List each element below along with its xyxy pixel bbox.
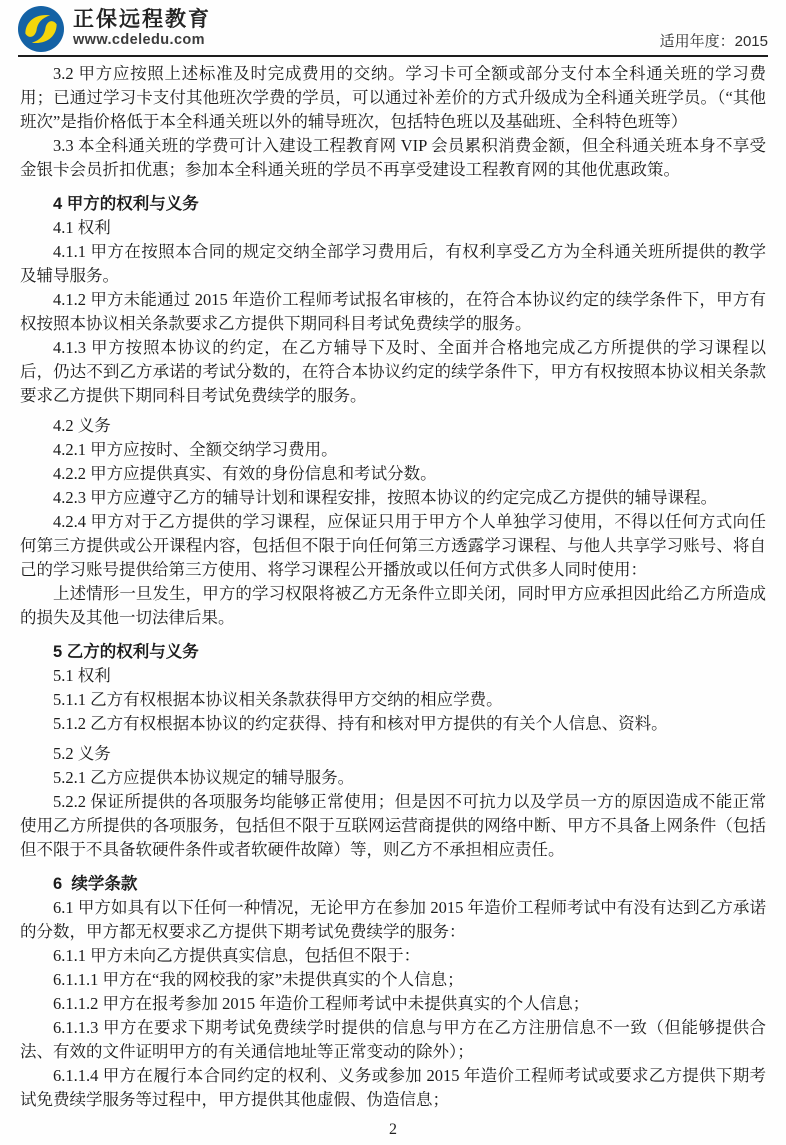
paragraph: 4.2 义务 (53, 416, 111, 435)
section-heading: 5 乙方的权利与义务 (53, 643, 199, 661)
paragraph: 5.2.2 保证所提供的各项服务均能够正常使用；但是因不可抗力以及学员一方的原因造成不能正常使用乙方所提供的各项服务，包括但不限于互联网运营商提供的网络中断、甲方不具备上网条件（包括但不限于不具备软硬件条件或者软硬件故障）等，则乙方不承担相应责任。 (20, 792, 766, 859)
brand-name: 正保远程教育 (73, 8, 211, 32)
paragraph: 5.1.2 乙方有权根据本协议的约定获得、持有和核对甲方提供的有关个人信息、资料。 (53, 714, 668, 733)
applicable-year-label: 适用年度：2015 (659, 33, 768, 50)
paragraph: 4.1.2 甲方未能通过 2015 年造价工程师考试报名审核的，在符合本协议约定的续学条件下，甲方有权按照本协议相关条款要求乙方提供下期同科目考试免费续学的服务。 (20, 290, 766, 333)
paragraph: 4.2.2 甲方应提供真实、有效的身份信息和考试分数。 (53, 464, 437, 483)
paragraph: 5.2 义务 (53, 744, 111, 763)
paragraph: 6.1.1 甲方未向乙方提供真实信息，包括但不限于： (53, 946, 421, 965)
paragraph: 6.1 甲方如具有以下任何一种情况，无论甲方在参加 2015 年造价工程师考试中有没有达到乙方承诺的分数，甲方都无权要求乙方提供下期考试免费续学的服务： (20, 898, 766, 941)
paragraph: 5.1.1 乙方有权根据本协议相关条款获得甲方交纳的相应学费。 (53, 690, 503, 709)
paragraph: 4.2.3 甲方应遵守乙方的辅导计划和课程安排，按照本协议的约定完成乙方提供的辅导课程。 (53, 488, 718, 507)
brand-url: www.cdeledu.com (73, 32, 205, 49)
page-header (0, 0, 786, 55)
brand-text (73, 8, 211, 50)
header-divider (18, 55, 768, 57)
brand (18, 6, 211, 52)
paragraph: 3.2 甲方应按照上述标准及时完成费用的交纳。学习卡可全额或部分支付本全科通关班的学习费用；已通过学习卡支付其他班次学费的学员，可以通过补差价的方式升级成为全科通关班学员。（“其他班次”是指价格低于本全科通关班以外的辅导班次，包括特色班以及基础班、全科特色班等） (20, 64, 766, 131)
paragraph: 6.1.1.2 甲方在报考参加 2015 年造价工程师考试中未提供真实的个人信息； (53, 994, 590, 1013)
paragraph: 6.1.1.3 甲方在要求下期考试免费续学时提供的信息与甲方在乙方注册信息不一致（但能够提供合法、有效的文件证明甲方的有关通信地址等正常变动的除外）； (20, 1018, 766, 1061)
paragraph: 5.2.1 乙方应提供本协议规定的辅导服务。 (53, 768, 355, 787)
page-footer (0, 1121, 786, 1139)
section-heading: 4 甲方的权利与义务 (53, 195, 199, 213)
paragraph: 3.3 本全科通关班的学费可计入建设工程教育网 VIP 会员累积消费金额，但全科通关班本身不享受金银卡会员折扣优惠；参加本全科通关班的学员不再享受建设工程教育网的其他优惠政策。 (20, 136, 766, 179)
page-number: 2 (389, 1121, 397, 1138)
section-heading: 6 续学条款 (53, 875, 138, 893)
paragraph: 6.1.1.1 甲方在“我的网校我的家”未提供真实的个人信息； (53, 970, 464, 989)
document-body (20, 62, 766, 1112)
cdel-logo-icon (18, 6, 64, 52)
paragraph: 上述情形一旦发生，甲方的学习权限将被乙方无条件立即关闭，同时甲方应承担因此给乙方所造成的损失及其他一切法律后果。 (20, 584, 766, 627)
paragraph: 4.1.1 甲方在按照本合同的规定交纳全部学习费用后，有权利享受乙方为全科通关班所提供的教学及辅导服务。 (20, 242, 766, 285)
paragraph: 6.1.1.4 甲方在履行本合同约定的权利、义务或参加 2015 年造价工程师考试或要求乙方提供下期考试免费续学服务等过程中，甲方提供其他虚假、伪造信息； (20, 1066, 766, 1109)
paragraph: 4.1 权利 (53, 218, 111, 237)
paragraph: 4.2.4 甲方对于乙方提供的学习课程，应保证只用于甲方个人单独学习使用，不得以任何方式向任何第三方提供或公开课程内容，包括但不限于向任何第三方透露学习课程、与他人共享学习账号、将自己的学习账号提供给第三方使用、将学习课程公开播放或以任何方式供多人同时使用： (20, 512, 766, 579)
paragraph: 4.2.1 甲方应按时、全额交纳学习费用。 (53, 440, 338, 459)
paragraph: 4.1.3 甲方按照本协议的约定，在乙方辅导下及时、全面并合格地完成乙方所提供的学习课程以后，仍达不到乙方承诺的考试分数的，在符合本协议约定的续学条件下，甲方有权按照本协议相关条款要求乙方提供下期同科目考试免费续学的服务。 (20, 338, 766, 405)
paragraph: 5.1 权利 (53, 666, 111, 685)
